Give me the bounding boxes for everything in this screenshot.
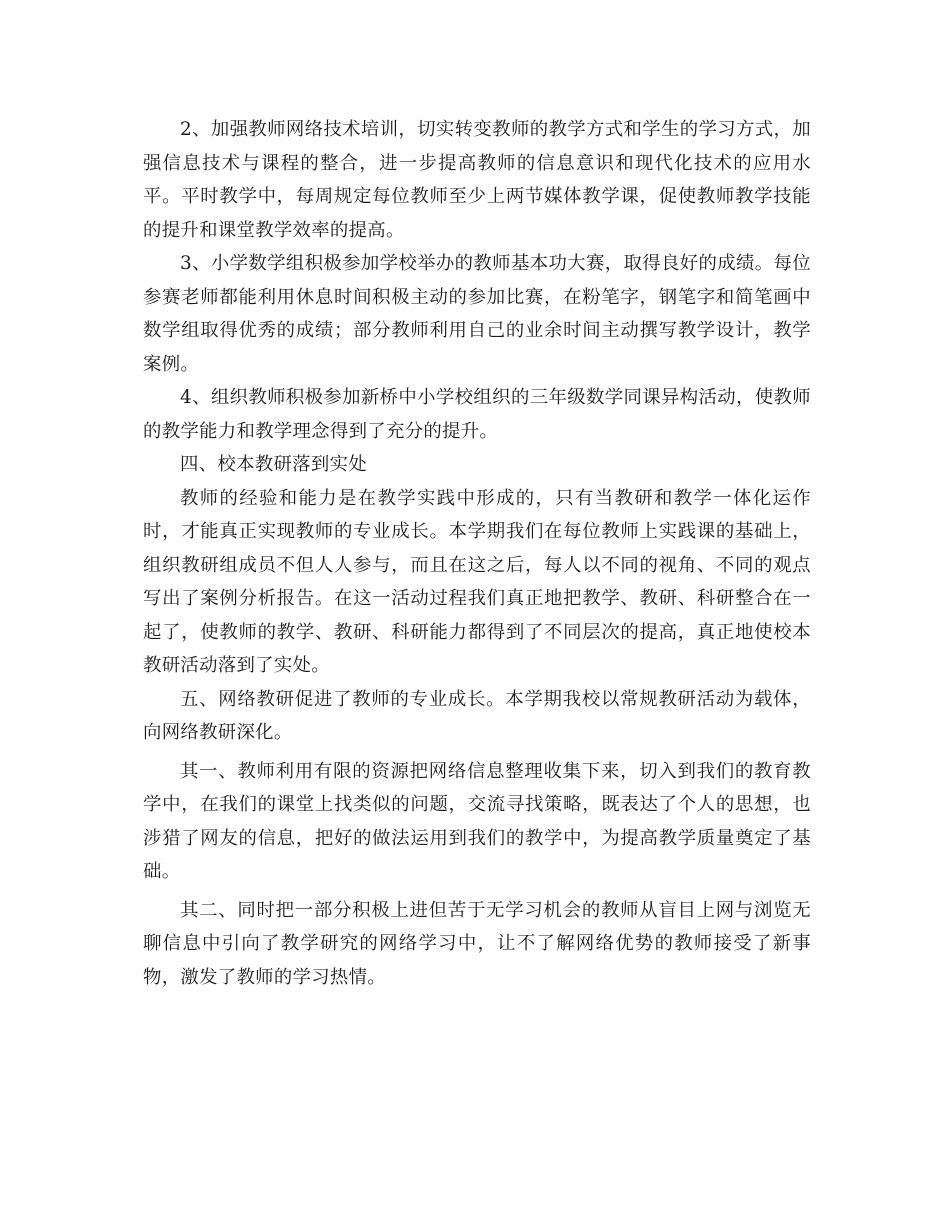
paragraph-item-4: 4、组织教师积极参加新桥中小学校组织的三年级数学同课异构活动，使教师的教学能力和教学理念得到了充分的提升。 (143, 387, 811, 442)
paragraph-school-research: 教师的经验和能力是在教学实践中形成的，只有当教研和教学一体化运作时，才能真正实现教师的专业成长。本学期我们在每位教师上实践课的基础上，组织教研组成员不但人人参与，而且在这之后，每人以不同的视角、不同的观点写出了案例分析报告。在这一活动过程我们真正地把教学、教研、科研整合在一起了，使教师的教学、教研、科研能力都得到了不同层次的提高，真正地使校本教研活动落到了实处。 (143, 487, 811, 676)
paragraph-item-2: 2、加强教师网络技术培训，切实转变教师的教学方式和学生的学习方式，加强信息技术与课程的整合，进一步提高教师的信息意识和现代化技术的应用水平。平时教学中，每周规定每位教师至少上两节媒体教学课，促使教师教学技能的提升和课堂教学效率的提高。 (143, 119, 811, 241)
document-body (143, 113, 811, 994)
paragraph-second-point: 其二、同时把一部分积极上进但苦于无学习机会的教师从盲目上网与浏览无聊信息中引向了教学研究的网络学习中，让不了解网络优势的教师接受了新事物，激发了教师的学习热情。 (143, 899, 811, 988)
paragraph-item-3: 3、小学数学组积极参加学校举办的教师基本功大赛，取得良好的成绩。每位参赛老师都能利用休息时间积极主动的参加比赛，在粉笔字，钢笔字和简笔画中数学组取得优秀的成绩；部分教师利用自己的业余时间主动撰写教学设计，教学案例。 (143, 253, 811, 375)
paragraph-first-point: 其一、教师利用有限的资源把网络信息整理收集下来，切入到我们的教育教学中，在我们的课堂上找类似的问题，交流寻找策略，既表达了个人的思想，也涉猎了网友的信息，把好的做法运用到我们的教学中，为提高教学质量奠定了基础。 (143, 760, 811, 882)
section-heading-4: 四、校本教研落到实处 (180, 454, 367, 475)
section-heading-5: 五、网络教研促进了教师的专业成长。本学期我校以常规教研活动为载体，向网络教研深化。 (143, 688, 811, 743)
